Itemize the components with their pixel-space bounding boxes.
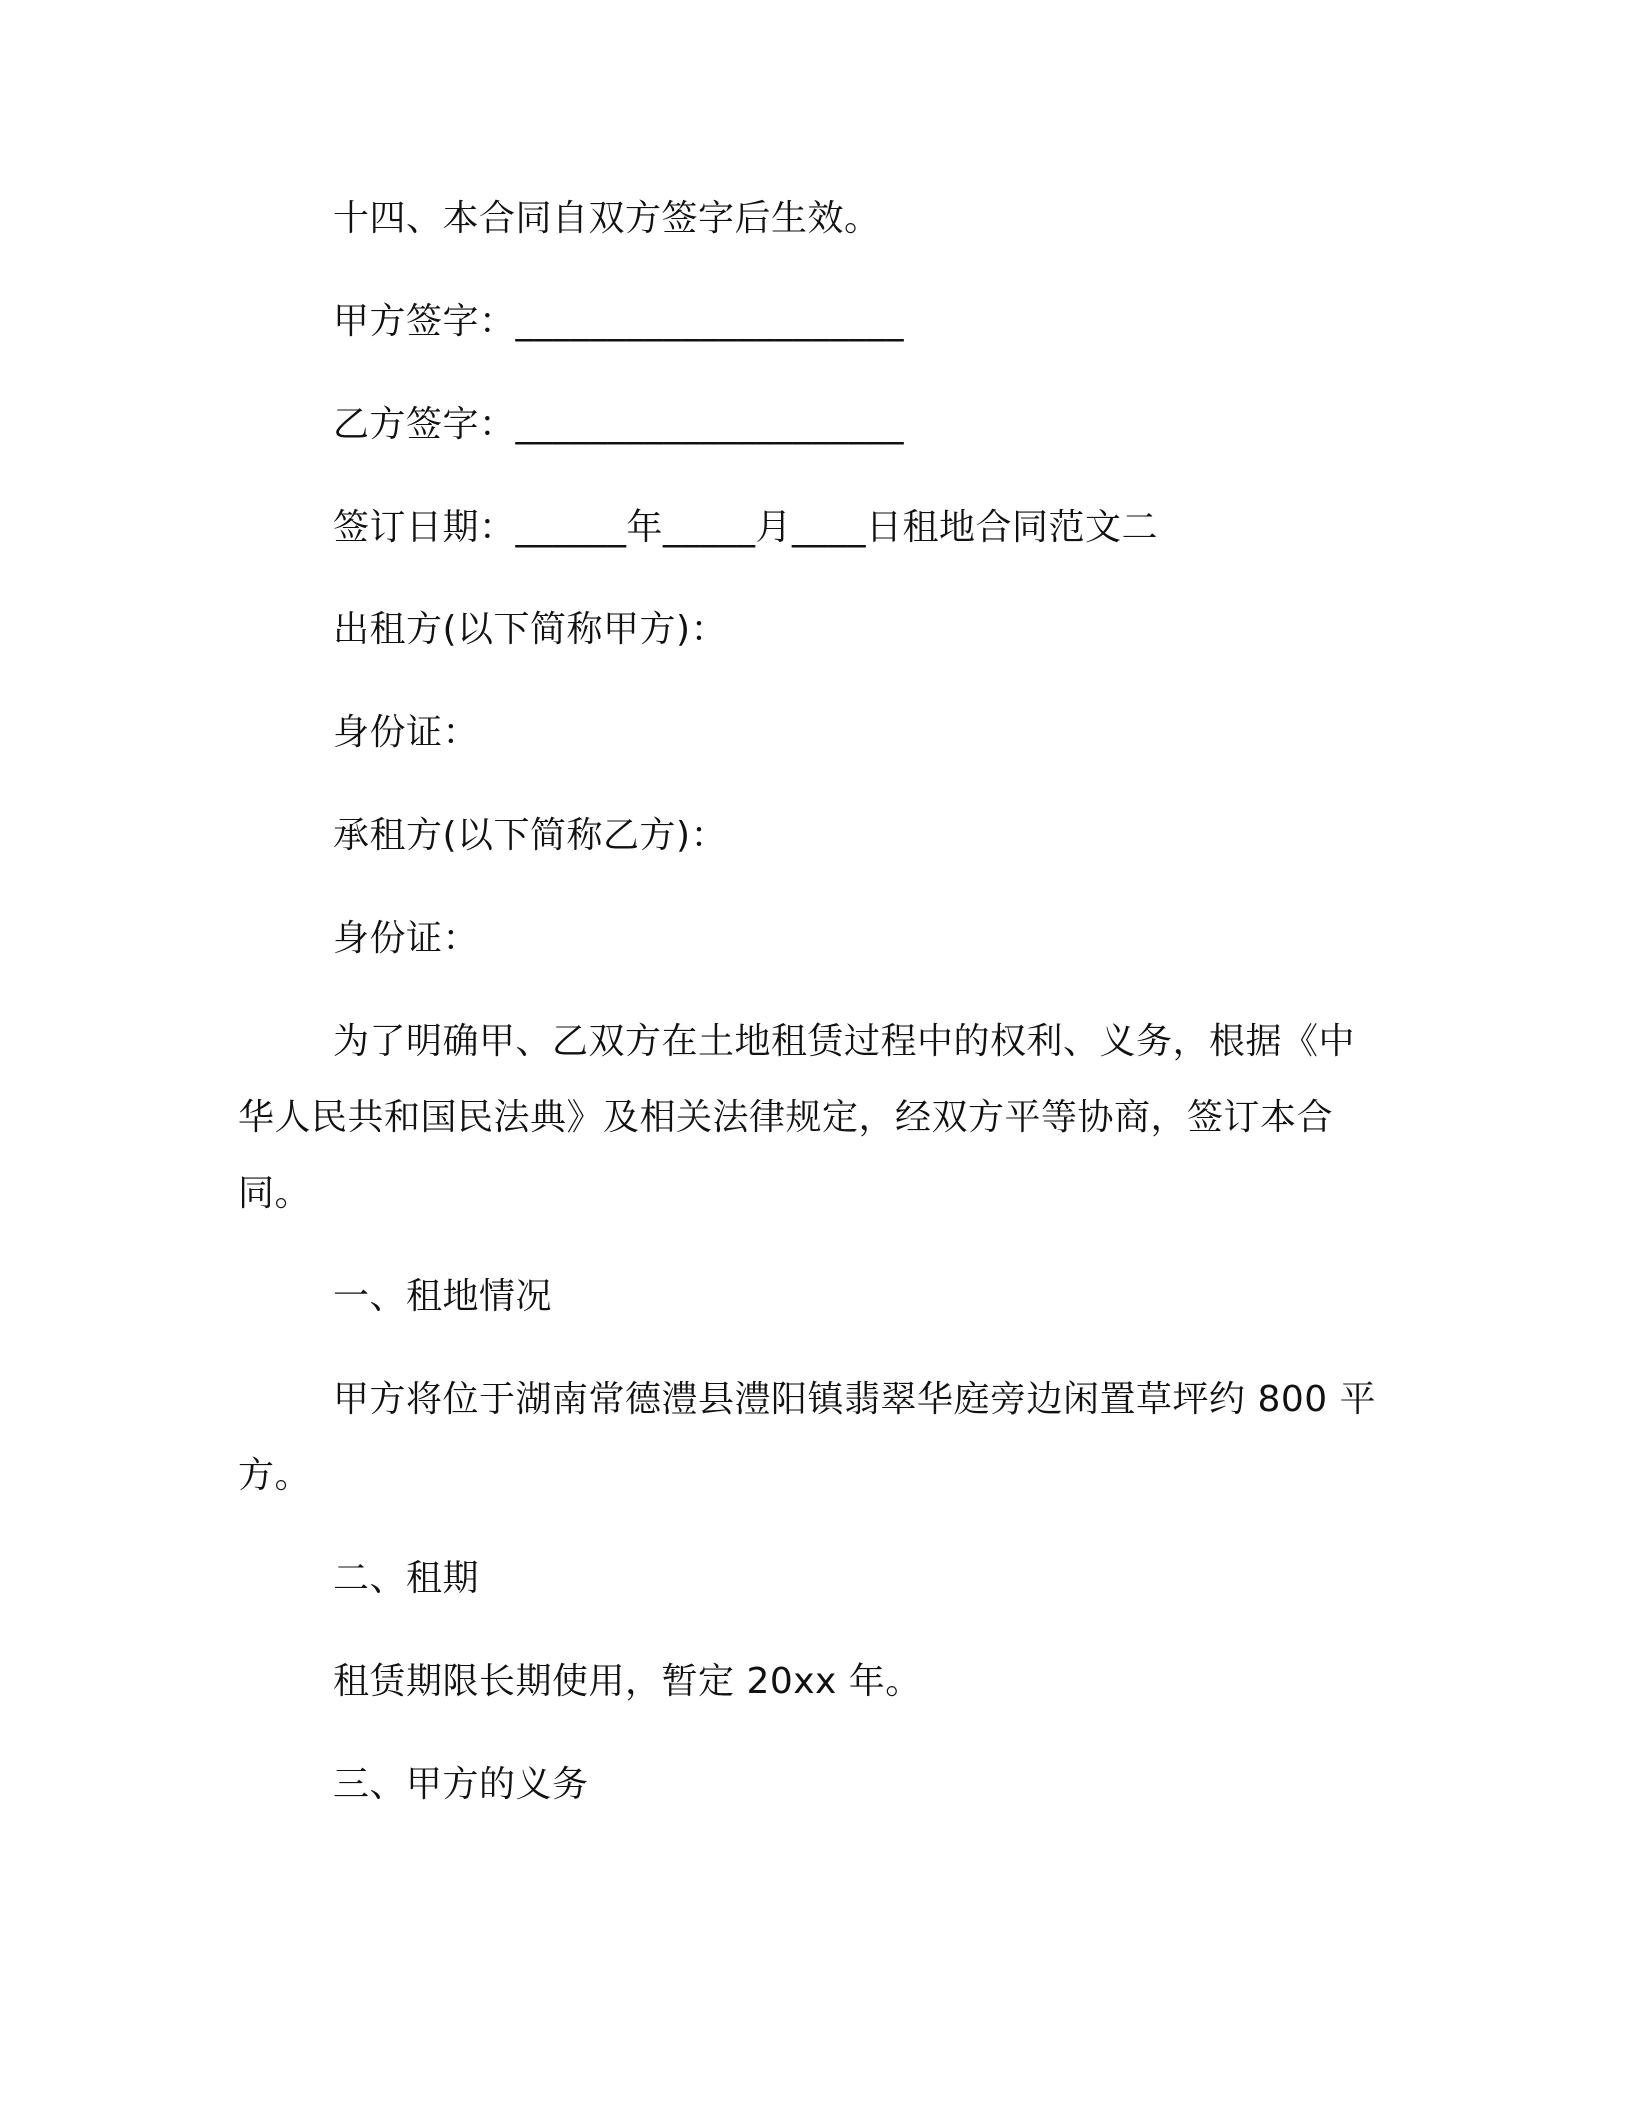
party-b-signature-line: 乙方签字：_____________________ <box>333 404 905 445</box>
signing-date-line: 签订日期：______年_____月____日租地合同范文二 <box>333 507 1159 548</box>
clause-effective: 十四、本合同自双方签字后生效。 <box>333 198 881 239</box>
preamble-line-2: 华人民共和国民法典》及相关法律规定，经双方平等协商，签订本合 <box>238 1097 1334 1138</box>
preamble-line-1: 为了明确甲、乙双方在土地租赁过程中的权利、义务，根据《中 <box>333 1021 1356 1062</box>
section-heading-3: 三、甲方的义务 <box>333 1764 589 1805</box>
section-2-text: 租赁期限长期使用，暂定 20xx 年。 <box>333 1661 922 1702</box>
lessor-id-label: 身份证： <box>333 712 480 753</box>
preamble-line-3: 同。 <box>238 1173 312 1214</box>
lessee-label: 承租方(以下简称乙方)： <box>333 815 728 856</box>
section-heading-1: 一、租地情况 <box>333 1276 553 1317</box>
lessor-label: 出租方(以下简称甲方)： <box>333 609 728 650</box>
lessee-id-label: 身份证： <box>333 918 480 959</box>
section-heading-2: 二、租期 <box>333 1558 480 1599</box>
party-a-signature-line: 甲方签字：_____________________ <box>333 301 905 342</box>
section-1-text-line-1: 甲方将位于湖南常德澧县澧阳镇翡翠华庭旁边闲置草坪约 800 平 <box>333 1379 1377 1420</box>
section-1-text-line-2: 方。 <box>238 1455 312 1496</box>
